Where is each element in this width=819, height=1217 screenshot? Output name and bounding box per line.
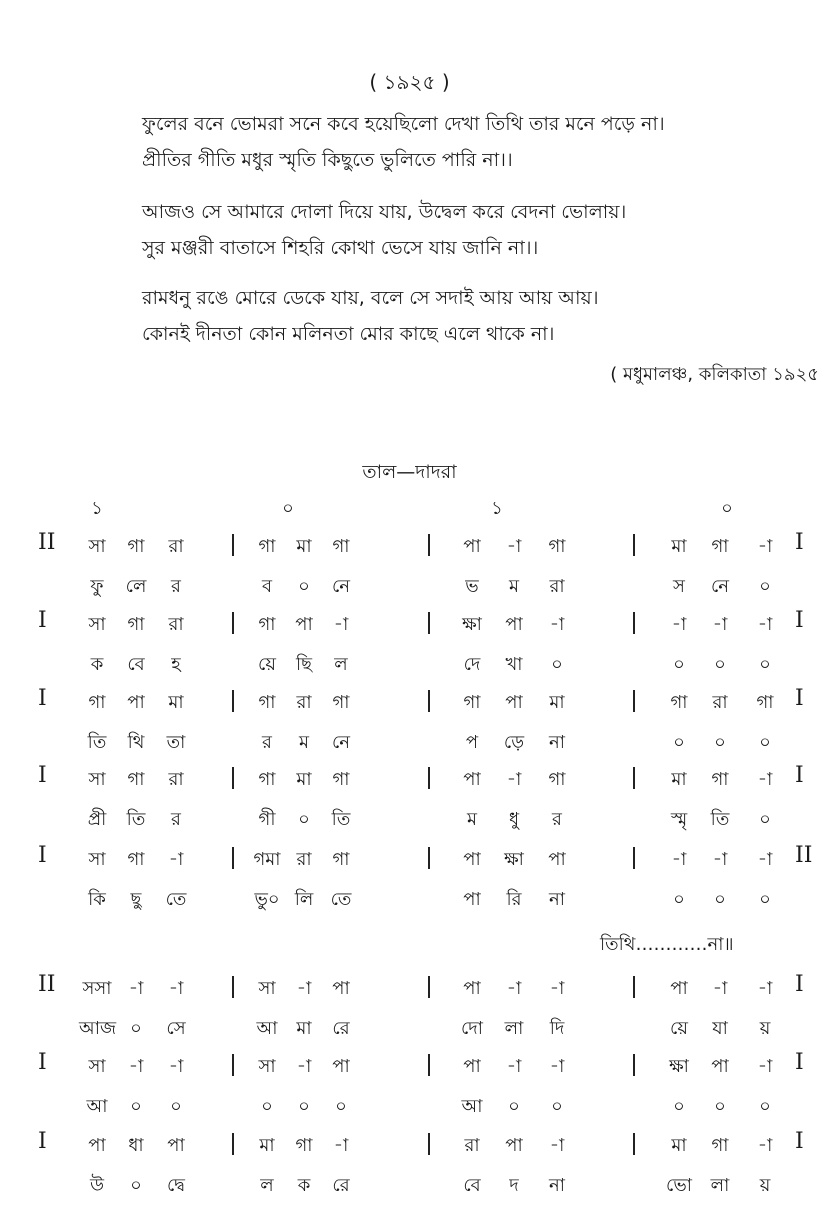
swara-note: গা (258, 536, 276, 557)
lyric-syllable: ০ (673, 654, 685, 675)
swara-note: রা (168, 614, 184, 635)
beat-separator (428, 534, 430, 556)
lyric-line-4: সুর মঞ্জরী বাতাসে শিহরি কোথা ভেসে যায় জানি না।। (142, 237, 539, 259)
swara-note: -া (671, 614, 687, 635)
lyric-syllable: ভু০ (254, 889, 280, 910)
bar-start: I (38, 686, 47, 711)
swara-note: গা (258, 769, 276, 790)
swara-note: গা (332, 849, 350, 870)
bar-end: I (795, 608, 804, 633)
lyric-syllable: ০ (673, 1096, 685, 1117)
lyric-syllable: ০ (261, 1096, 273, 1117)
swara-note: পা (332, 1056, 350, 1077)
swara-note: গা (711, 1135, 729, 1156)
swara-note: ক্ষা (462, 614, 482, 635)
lyric-syllable: উ (89, 1175, 105, 1196)
bar-start: I (38, 608, 47, 633)
lyric-syllable: বে (127, 654, 145, 675)
lyric-syllable: ০ (130, 1175, 142, 1196)
lyric-syllable: দে (463, 654, 481, 675)
lyric-syllable: লি (294, 889, 314, 910)
swara-note: রা (168, 769, 184, 790)
lyric-syllable: ভো (666, 1175, 692, 1196)
swara-note: গা (258, 614, 276, 635)
swara-note: পা (88, 1135, 106, 1156)
beat-separator (232, 612, 234, 634)
beat-mark: ০ (721, 498, 733, 519)
swara-note: ধা (128, 1135, 144, 1156)
swara-note: -া (506, 769, 522, 790)
lyric-syllable: সে (166, 1018, 186, 1039)
lyric-syllable: দো (461, 1018, 483, 1039)
lyric-syllable: য় (759, 1175, 771, 1196)
swara-note: পা (127, 692, 145, 713)
bar-start: I (38, 763, 47, 788)
swara-note: -া (757, 1135, 773, 1156)
lyric-syllable: ম (299, 732, 309, 753)
beat-separator (633, 690, 635, 712)
lyric-line-6: কোনই দীনতা কোন মলিনতা মোর কাছে এলে থাকে না। (142, 323, 555, 345)
swara-note: সা (258, 978, 276, 999)
swara-note: সা (88, 1056, 106, 1077)
beat-separator (232, 1054, 234, 1076)
lyric-syllable: র (171, 809, 181, 830)
lyric-syllable: তে (165, 889, 187, 910)
bar-end: I (795, 1050, 804, 1075)
beat-separator (428, 1054, 430, 1076)
lyric-syllable: ছি (295, 654, 313, 675)
lyric-syllable: হ (171, 654, 181, 675)
swara-note: -া (549, 978, 565, 999)
lyric-syllable: নে (331, 576, 351, 597)
beat-separator (633, 534, 635, 556)
swara-note: রা (168, 536, 184, 557)
swara-note: পা (167, 1135, 185, 1156)
lyric-syllable: স্মৃ (670, 809, 688, 830)
beat-separator (633, 767, 635, 789)
lyric-syllable: তি (126, 809, 146, 830)
swara-note: -া (128, 1056, 144, 1077)
lyric-syllable: তি (87, 732, 107, 753)
swara-note: গা (258, 692, 276, 713)
swara-note: -া (757, 978, 773, 999)
bar-start: I (38, 1129, 47, 1154)
lyric-syllable: ০ (298, 576, 310, 597)
lyric-syllable: ছু (130, 889, 142, 910)
lyric-syllable: যা (712, 1018, 728, 1039)
swara-note: -া (671, 849, 687, 870)
swara-note: গা (548, 536, 566, 557)
swara-note: মা (296, 536, 312, 557)
lyric-syllable: তি (710, 809, 730, 830)
swara-note: পা (505, 692, 523, 713)
lyric-syllable: য় (759, 1018, 771, 1039)
swara-note: ক্ষা (504, 849, 524, 870)
lyric-syllable: আ (256, 1018, 278, 1039)
swara-note: পা (548, 849, 566, 870)
beat-separator (428, 690, 430, 712)
swara-note: মা (259, 1135, 275, 1156)
swara-note: মা (671, 536, 687, 557)
swara-note: -া (712, 614, 728, 635)
lyric-syllable: ০ (298, 809, 310, 830)
lyric-syllable: ল (334, 654, 348, 675)
lyric-syllable: না (549, 732, 565, 753)
swara-note: -া (128, 978, 144, 999)
swara-note: রা (296, 692, 312, 713)
swara-note: গা (127, 536, 145, 557)
lyric-syllable: পা (463, 889, 481, 910)
swara-note: -া (168, 978, 184, 999)
swara-note: গা (332, 692, 350, 713)
lyric-syllable: তি (331, 809, 351, 830)
swara-note: -া (506, 978, 522, 999)
swara-note: -া (296, 978, 312, 999)
lyric-syllable: থি (127, 732, 145, 753)
lyric-syllable: প (465, 732, 479, 753)
swara-note: গমা (253, 849, 281, 870)
lyric-syllable: ম (509, 576, 519, 597)
lyric-syllable: রি (506, 889, 522, 910)
lyric-syllable: কি (88, 889, 106, 910)
lyric-syllable: বে (463, 1175, 481, 1196)
bar-end: II (795, 843, 813, 868)
beat-separator (232, 976, 234, 998)
lyric-syllable: ০ (130, 1018, 142, 1039)
lyric-syllable: ০ (170, 1096, 182, 1117)
lyric-syllable: ০ (759, 889, 771, 910)
swara-note: পা (505, 614, 523, 635)
swara-note: গা (670, 692, 688, 713)
beat-separator (428, 976, 430, 998)
lyric-syllable: ক (90, 654, 104, 675)
lyric-syllable: তে (330, 889, 352, 910)
beat-separator (633, 1133, 635, 1155)
swara-note: সা (88, 769, 106, 790)
tala-title: তাল—দাদরা (362, 461, 457, 483)
swara-note: পা (332, 978, 350, 999)
lyric-line-2: প্রীতির গীতি মধুর স্মৃতি কিছুতে ভুলিতে পারি না।। (142, 149, 513, 171)
lyric-syllable: ০ (714, 889, 726, 910)
beat-separator (428, 1133, 430, 1155)
bar-end: I (795, 686, 804, 711)
source-credit: ( মধুমালঞ্চ, কলিকাতা ১৯২৫ (610, 364, 819, 385)
lyric-syllable: স (673, 576, 685, 597)
swara-note: সা (258, 1056, 276, 1077)
lyric-syllable: ড়ে (503, 732, 525, 753)
lyric-syllable: ০ (759, 809, 771, 830)
lyric-syllable: ব (261, 576, 273, 597)
lyric-syllable: ০ (673, 889, 685, 910)
swara-note: গা (127, 769, 145, 790)
beat-mark: ১ (91, 498, 103, 519)
bar-start: II (38, 972, 56, 997)
swara-note: পা (295, 614, 313, 635)
lyric-syllable: ০ (335, 1096, 347, 1117)
swara-note: -া (549, 1135, 565, 1156)
lyric-syllable: ক (297, 1175, 311, 1196)
swara-note: -া (712, 849, 728, 870)
lyric-syllable: মা (296, 1018, 312, 1039)
swara-note: সা (88, 536, 106, 557)
lyric-syllable: র (171, 576, 181, 597)
swara-note: রা (296, 849, 312, 870)
lyric-syllable: য়ে (258, 654, 276, 675)
swara-note: সা (88, 849, 106, 870)
lyric-syllable: ০ (551, 654, 563, 675)
swara-note: -া (333, 1135, 349, 1156)
swara-note: পা (670, 978, 688, 999)
lyric-syllable: ০ (298, 1096, 310, 1117)
beat-separator (428, 847, 430, 869)
beat-mark: ০ (282, 498, 294, 519)
beat-separator (232, 767, 234, 789)
lyric-syllable: ০ (130, 1096, 142, 1117)
beat-separator (232, 534, 234, 556)
swara-note: -া (168, 849, 184, 870)
lyric-syllable: লা (504, 1018, 524, 1039)
swara-note: -া (757, 614, 773, 635)
swara-note: পা (505, 1135, 523, 1156)
swara-note: মা (296, 769, 312, 790)
swara-note: গা (711, 769, 729, 790)
lyric-line-3: আজও সে আমারে দোলা দিয়ে যায়, উদ্বেল করে বেদনা ভোলায়। (142, 201, 627, 223)
swara-note: গা (756, 692, 774, 713)
bar-start: I (38, 1050, 47, 1075)
swara-note: পা (463, 849, 481, 870)
swara-note: পা (463, 769, 481, 790)
bar-end: I (795, 763, 804, 788)
bar-start: II (38, 530, 56, 555)
refrain-mark: তিথি…………না॥ (600, 934, 734, 955)
lyric-syllable: লে (125, 576, 147, 597)
lyric-syllable: র (552, 809, 562, 830)
lyric-syllable: নে (331, 732, 351, 753)
beat-separator (428, 767, 430, 789)
lyric-syllable: গী (258, 809, 276, 830)
lyric-syllable: ০ (714, 654, 726, 675)
beat-mark: ১ (491, 498, 503, 519)
swara-note: -া (712, 978, 728, 999)
lyric-syllable: ধু (508, 809, 520, 830)
lyric-syllable: দি (549, 1018, 565, 1039)
lyric-syllable: ০ (759, 732, 771, 753)
lyric-syllable: রা (549, 576, 565, 597)
lyric-syllable: দ্বে (167, 1175, 185, 1196)
lyric-syllable: ফু (90, 576, 104, 597)
swara-note: মা (168, 692, 184, 713)
lyric-syllable: ০ (673, 732, 685, 753)
swara-note: -া (549, 614, 565, 635)
lyric-syllable: প্রী (87, 809, 107, 830)
lyric-syllable: ০ (508, 1096, 520, 1117)
lyric-syllable: ল (260, 1175, 274, 1196)
swara-note: পা (711, 1056, 729, 1077)
lyric-syllable: না (549, 1175, 565, 1196)
swara-note: গা (127, 849, 145, 870)
beat-separator (633, 976, 635, 998)
swara-note: মা (671, 1135, 687, 1156)
lyric-syllable: না (549, 889, 565, 910)
lyric-syllable: ভ (465, 576, 479, 597)
bar-end: I (795, 1129, 804, 1154)
beat-separator (633, 1054, 635, 1076)
swara-note: -া (506, 1056, 522, 1077)
lyric-syllable: ০ (551, 1096, 563, 1117)
lyric-syllable: তা (166, 732, 186, 753)
lyric-syllable: ০ (759, 1096, 771, 1117)
lyric-syllable: আজ (79, 1018, 117, 1039)
swara-note: রা (712, 692, 728, 713)
swara-note: সা (88, 614, 106, 635)
swara-note: -া (506, 536, 522, 557)
swara-note: গা (332, 536, 350, 557)
swara-note: -া (757, 849, 773, 870)
beat-separator (232, 690, 234, 712)
beat-separator (232, 1133, 234, 1155)
lyric-syllable: দ (509, 1175, 519, 1196)
swara-note: -া (757, 769, 773, 790)
bar-end: I (795, 972, 804, 997)
lyric-syllable: আ (86, 1096, 108, 1117)
swara-note: গা (548, 769, 566, 790)
lyric-syllable: লা (710, 1175, 730, 1196)
swara-note: -া (757, 1056, 773, 1077)
swara-note: মা (549, 692, 565, 713)
lyric-syllable: রে (332, 1018, 350, 1039)
beat-separator (428, 612, 430, 634)
swara-note: -া (296, 1056, 312, 1077)
lyric-line-1: ফুলের বনে ভোমরা সনে কবে হয়েছিলো দেখা তিথি তার মনে পড়ে না। (142, 113, 665, 135)
swara-note: গা (711, 536, 729, 557)
beat-separator (633, 612, 635, 634)
lyric-syllable: র (262, 732, 272, 753)
swara-note: -া (549, 1056, 565, 1077)
lyric-syllable: ০ (714, 1096, 726, 1117)
swara-note: মা (671, 769, 687, 790)
lyric-syllable: য়ে (670, 1018, 688, 1039)
swara-note: -া (168, 1056, 184, 1077)
swara-note: ক্ষা (669, 1056, 689, 1077)
beat-separator (633, 847, 635, 869)
lyric-syllable: ০ (759, 576, 771, 597)
swara-note: গা (295, 1135, 313, 1156)
swara-note: গা (463, 692, 481, 713)
lyric-syllable: রে (332, 1175, 350, 1196)
lyric-syllable: নে (710, 576, 730, 597)
lyric-syllable: ০ (714, 732, 726, 753)
swara-note: পা (463, 536, 481, 557)
swara-note: -া (757, 536, 773, 557)
swara-note: পা (463, 978, 481, 999)
swara-note: গা (88, 692, 106, 713)
bar-start: I (38, 843, 47, 868)
swara-note: গা (127, 614, 145, 635)
swara-note: গা (332, 769, 350, 790)
lyric-line-5: রামধনু রঙে মোরে ডেকে যায়, বলে সে সদাই আয় আয় আয়। (142, 287, 599, 309)
swara-note: সসা (82, 978, 112, 999)
lyric-syllable: ম (467, 809, 477, 830)
beat-separator (232, 847, 234, 869)
lyric-syllable: আ (461, 1096, 483, 1117)
page-heading: ( ১৯২৫ ) (369, 70, 450, 94)
swara-note: পা (463, 1056, 481, 1077)
bar-end: I (795, 530, 804, 555)
lyric-syllable: খা (505, 654, 523, 675)
lyric-syllable: ০ (759, 654, 771, 675)
swara-note: রা (464, 1135, 480, 1156)
swara-note: -া (333, 614, 349, 635)
